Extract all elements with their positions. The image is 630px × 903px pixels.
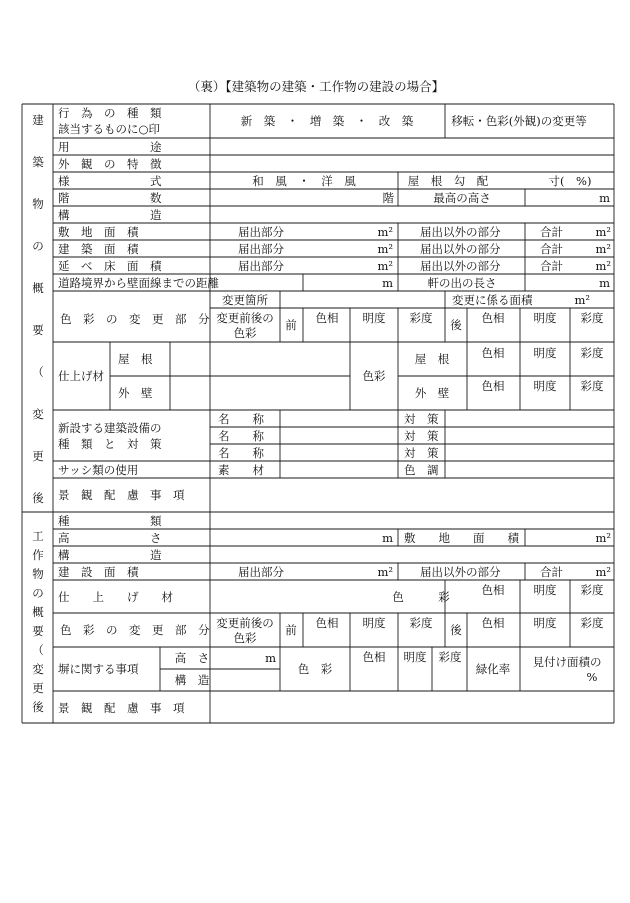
wall-matters-label: 塀に関する事項	[58, 662, 139, 676]
unit-m2: m²	[595, 242, 611, 256]
equipment-label-2: 種 類 と 対 策	[58, 437, 162, 451]
kind-label: 種 類	[58, 514, 162, 528]
measure-label: 対 策	[404, 429, 439, 443]
tone-label: 色 調	[404, 463, 439, 477]
unit-m2: m²	[377, 225, 393, 239]
act-options[interactable]: 新 築 ・ 増 築 ・ 改 築	[240, 114, 414, 128]
not-notified-part: 届出以外の部分	[420, 565, 501, 579]
name-label: 名 称	[218, 429, 264, 443]
vchar: 後	[32, 700, 44, 714]
vchar: 更	[32, 449, 44, 463]
before-label: 前	[285, 623, 297, 637]
wall-label: 外 壁	[118, 386, 153, 400]
unit-m2: m²	[595, 259, 611, 273]
structure-label: 構 造	[58, 208, 162, 222]
style-label: 様 式	[58, 174, 162, 188]
vchar: 概	[32, 281, 44, 295]
name-label: 名 称	[218, 446, 264, 460]
floors-label: 階 数	[58, 191, 162, 205]
roof-label: 屋 根	[414, 352, 450, 366]
hue-label: 色相	[362, 650, 386, 664]
chroma-label: 彩度	[409, 616, 433, 630]
eaves-length-label: 軒の出の長さ	[427, 276, 497, 290]
wall-label: 外 壁	[414, 386, 450, 400]
chroma-label: 彩度	[580, 311, 604, 325]
wall-height-label: 高 さ	[174, 651, 210, 665]
notified-part: 届出部分	[238, 565, 284, 579]
sash-label: サッシ類の使用	[58, 463, 139, 477]
road-distance-label: 道路境界から壁面線までの距離	[58, 276, 219, 290]
site-area-label: 敷 地 面 積	[58, 225, 139, 239]
vchar: 物	[32, 567, 44, 581]
act-type-label: 行 為 の 種 類	[58, 106, 162, 120]
site-area-label: 敷 地 面 積	[404, 531, 519, 545]
color-change-label: 色 彩 の 変 更 部 分	[60, 623, 210, 637]
chroma-label: 彩度	[409, 311, 433, 325]
value-label: 明度	[362, 311, 386, 325]
notified-part: 届出部分	[238, 225, 284, 239]
chroma-label: 彩度	[438, 650, 462, 664]
chroma-label: 彩度	[580, 346, 604, 360]
build-area-label: 建 設 面 積	[58, 565, 139, 579]
roof-pitch-label: 屋 根 勾 配	[407, 174, 489, 188]
height-label: 高 さ	[58, 531, 162, 545]
value-label: 明度	[533, 346, 557, 360]
chroma-label: 彩度	[580, 583, 604, 597]
vchar: 要	[32, 624, 44, 638]
color-before-after: 変更前後の	[216, 616, 274, 630]
appearance-label: 外 観 の 特 徴	[58, 157, 162, 171]
hue-label: 色相	[481, 616, 505, 630]
change-area-label: 変更に係る面積	[452, 293, 533, 307]
hue-label: 色相	[481, 583, 505, 597]
hue-label: 色相	[481, 346, 505, 360]
value-label: 明度	[533, 379, 557, 393]
unit-m: m	[599, 276, 610, 290]
material-label: 素 材	[218, 463, 264, 477]
finish-material-label: 仕上げ材	[58, 369, 104, 383]
vchar: の	[32, 239, 44, 253]
vchar: 変	[32, 662, 44, 676]
after-label: 後	[450, 623, 462, 637]
measure-label: 対 策	[404, 446, 439, 460]
act-options-relocation[interactable]: 移転・色彩(外観)の変更等	[451, 114, 587, 128]
construction-label: 構 造	[58, 548, 162, 562]
value-label: 明度	[362, 616, 386, 630]
total-label: 合計	[540, 225, 563, 239]
vchar: 工	[32, 529, 44, 543]
roof-pitch-unit: 寸( %)	[548, 174, 592, 188]
unit-m: m	[382, 276, 393, 290]
name-label: 名 称	[218, 412, 264, 426]
building-area-label: 建 築 面 積	[58, 242, 139, 256]
unit-m2: m²	[377, 242, 393, 256]
vchar: （	[32, 643, 44, 657]
unit-m: m	[382, 531, 393, 545]
not-notified-part: 届出以外の部分	[420, 242, 501, 256]
visible-area-label: 見付け面積の	[532, 655, 602, 669]
unit-m2: m²	[574, 293, 590, 307]
roof-label: 屋 根	[118, 352, 153, 366]
chroma-label: 彩度	[580, 616, 604, 630]
vchar: 築	[32, 155, 44, 169]
vchar: 更	[32, 681, 44, 695]
color-before-after: 変更前後の	[216, 311, 274, 325]
value-label: 明度	[533, 616, 557, 630]
vchar: （	[32, 365, 44, 379]
not-notified-part: 届出以外の部分	[420, 225, 501, 239]
landscape-label: 景 観 配 慮 事 項	[58, 701, 185, 715]
unit-m2: m²	[595, 225, 611, 239]
color-label: 色彩	[362, 369, 386, 383]
change-location-label: 変更箇所	[222, 293, 268, 307]
wall-structure-label: 構 造	[174, 673, 210, 687]
total-label: 合計	[540, 259, 563, 273]
color-label: 色 彩	[392, 590, 450, 604]
equipment-label: 新設する建築設備の	[58, 421, 162, 435]
hue-label: 色相	[481, 379, 505, 393]
use-label: 用 途	[58, 140, 162, 154]
structure-section-label	[31, 528, 45, 718]
color-before-after-2: 色彩	[233, 326, 257, 340]
vchar: 概	[32, 605, 44, 619]
vchar: 物	[32, 197, 44, 211]
notified-part: 届出部分	[238, 259, 284, 273]
chroma-label: 彩度	[580, 379, 604, 393]
page-title: （裏）【建築物の建築・工作物の建設の場合】	[187, 79, 445, 94]
act-type-note: 該当するものに○印	[58, 122, 161, 136]
color-label: 色 彩	[297, 662, 333, 676]
hue-label: 色相	[481, 311, 505, 325]
floor-area-label: 延 べ 床 面 積	[58, 259, 162, 273]
hue-label: 色相	[315, 311, 339, 325]
unit-m2: m²	[377, 565, 393, 579]
measure-label: 対 策	[404, 412, 439, 426]
greening-label: 緑化率	[475, 662, 511, 676]
vchar: 変	[32, 407, 44, 421]
not-notified-part: 届出以外の部分	[420, 259, 501, 273]
vchar: の	[32, 586, 44, 600]
total-label: 合計	[540, 242, 563, 256]
after-label: 後	[450, 318, 462, 332]
vchar: 建	[32, 113, 44, 127]
max-height-label: 最高の高さ	[433, 191, 491, 205]
building-section-label	[31, 112, 45, 532]
notified-part: 届出部分	[238, 242, 284, 256]
unit-m2: m²	[595, 531, 611, 545]
total-label: 合計	[540, 565, 563, 579]
value-label: 明度	[533, 311, 557, 325]
floors-unit: 階	[382, 191, 394, 205]
max-height-unit: m	[599, 191, 610, 205]
value-label: 明度	[533, 583, 557, 597]
unit-m: m	[265, 651, 276, 665]
finish-label: 仕 上 げ 材	[58, 590, 173, 604]
landscape-label: 景 観 配 慮 事 項	[58, 488, 185, 502]
value-label: 明度	[403, 650, 427, 664]
color-before-after-2: 色彩	[233, 631, 257, 645]
vchar: 後	[32, 491, 44, 505]
vchar: 作	[32, 548, 44, 562]
unit-m2: m²	[377, 259, 393, 273]
vchar: 要	[32, 323, 44, 337]
color-change-label: 色 彩 の 変 更 部 分	[60, 312, 210, 326]
percent-unit: %	[586, 670, 598, 684]
before-label: 前	[285, 318, 297, 332]
style-options[interactable]: 和 風 ・ 洋 風	[252, 174, 356, 188]
hue-label: 色相	[315, 616, 339, 630]
unit-m2: m²	[595, 565, 611, 579]
